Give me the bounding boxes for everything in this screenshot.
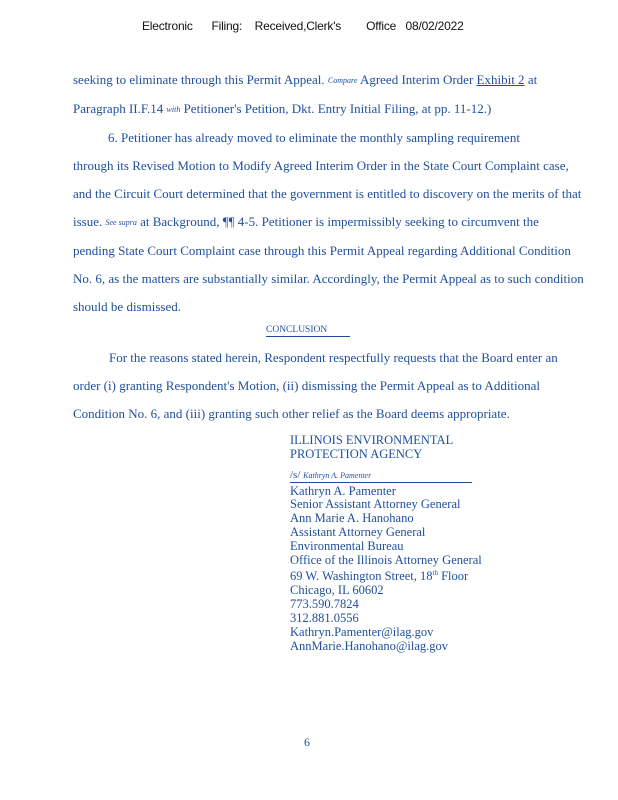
text-run: Paragraph II.F.14 [73, 101, 167, 116]
conclusion-heading: CONCLUSION [266, 324, 350, 337]
paragraph-6-line [73, 208, 553, 237]
paragraph-6-line: 6. Petitioner has already moved to eliminate the monthly sampling requirement [108, 130, 520, 145]
sig-phone: 773.590.7824 [290, 597, 359, 612]
sig-detail: Chicago, IL 60602 [290, 583, 384, 598]
text-run: Floor [437, 569, 469, 584]
page-number: 6 [304, 735, 310, 749]
text-run: 69 W. Washington Street, 18 [290, 569, 433, 584]
agency-line: ILLINOIS ENVIRONMENTAL [290, 433, 454, 447]
text-run: at Background, ¶¶ 4-5. Petitioner is impermissibly seeking to circumvent the [136, 214, 539, 229]
conclusion-line: Condition No. 6, and (iii) granting such other relief as the Board deems appropriate. [73, 406, 510, 421]
sig-prefix: /s/ [290, 468, 304, 481]
text-run: Agreed Interim Order [359, 72, 477, 87]
body-line [73, 66, 553, 95]
text-run: at [524, 72, 538, 87]
e-signature: Kathryn A. Pamenter [303, 470, 372, 480]
conclusion-line: For the reasons stated herein, Respondent respectfully requests that the Board enter an [109, 350, 558, 365]
sig-detail: Ann Marie A. Hanohano [290, 511, 414, 526]
citation-signal: See supra [105, 218, 137, 227]
citation-signal: with [166, 105, 181, 114]
conclusion-text [73, 344, 558, 428]
sig-address [290, 567, 482, 584]
sig-email[interactable]: Kathryn.Pamenter@ilag.gov [290, 624, 434, 639]
text-run: seeking to eliminate through this Permit Appeal. [73, 72, 325, 87]
conclusion-line: order (i) granting Respondent's Motion, (ii) dismissing the Permit Appeal as to Additional [73, 378, 541, 393]
sig-detail: Assistant Attorney General [290, 524, 426, 539]
signature-line [290, 469, 472, 483]
body-line [73, 95, 553, 124]
sig-detail: Senior Assistant Attorney General [290, 497, 461, 512]
electronic-filing-stamp: Electronic Filing: Received,Clerk's Office 08/02/2022 [142, 19, 464, 33]
citation-signal: Compare [327, 76, 358, 85]
ordinal-suffix: th [432, 569, 438, 578]
text-run: Petitioner's Petition, Dkt. Entry Initial Filing, at pp. 11-12.) [180, 101, 492, 116]
body-text [73, 66, 584, 321]
sig-detail: Kathryn A. Pamenter [290, 483, 396, 498]
sig-email[interactable]: AnnMarie.Hanohano@ilag.gov [290, 638, 449, 653]
signature-block [290, 434, 482, 653]
agency-name [290, 434, 482, 462]
paragraph-6-line: through its Revised Motion to Modify Agreed Interim Order in the State Court Complaint case, [73, 158, 569, 173]
sig-phone: 312.881.0556 [290, 610, 359, 625]
paragraph-6-line: No. 6, as the matters are substantially similar. Accordingly, the Permit Appeal as to such condition [73, 271, 584, 286]
sig-detail: Office of the Illinois Attorney General [290, 552, 482, 567]
paragraph-6-line: and the Circuit Court determined that the government is entitled to discovery on the merits of that [73, 186, 582, 201]
exhibit-link[interactable]: Exhibit 2 [476, 72, 525, 87]
paragraph-6-line: should be dismissed. [73, 299, 181, 314]
sig-detail: Environmental Bureau [290, 538, 404, 553]
paragraph-6-line: pending State Court Complaint case through this Permit Appeal regarding Additional Condition [73, 243, 571, 258]
text-run: issue. [73, 214, 103, 229]
agency-line: PROTECTION AGENCY [290, 446, 423, 461]
